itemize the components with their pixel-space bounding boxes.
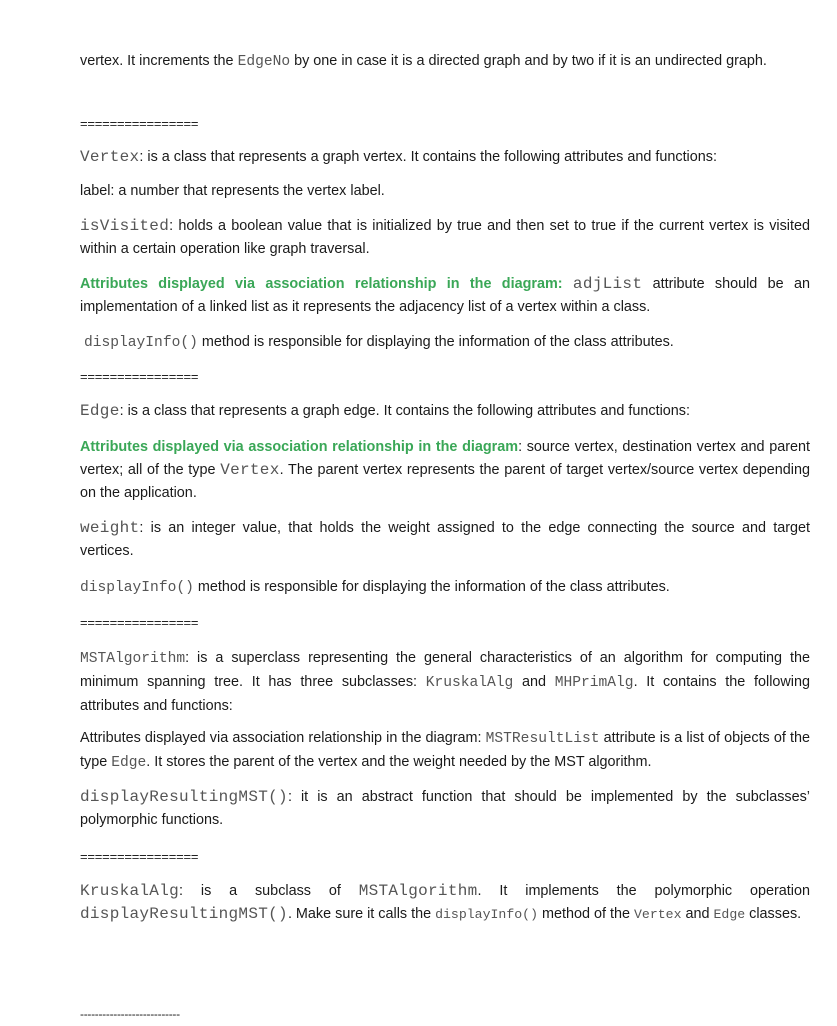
text-span: : is a subclass of — [179, 883, 359, 899]
separator-2: ================ — [80, 369, 199, 384]
edge-code: Edge — [713, 907, 746, 922]
edge-association — [80, 436, 810, 505]
vertex-definition — [80, 146, 810, 169]
text-span: and — [681, 906, 714, 922]
displayresultingmst-code: displayResultingMST() — [80, 788, 288, 806]
separator-1: ================ — [80, 116, 199, 131]
text-span: : source vertex, destination vertex and parent vertex; all of the type — [80, 439, 811, 478]
weight-definition — [80, 517, 810, 563]
mstalgorithm-code: MSTAlgorithm — [358, 882, 478, 900]
association-heading: Attributes displayed via association relationship in the diagram — [80, 439, 519, 455]
displayinfo-code: displayInfo() — [435, 907, 538, 922]
edge-code: Edge — [80, 402, 120, 420]
vertex-displayinfo — [84, 331, 810, 355]
text-span: method of the — [538, 906, 634, 922]
kruskalalg-definition — [80, 880, 810, 926]
text-span: : is a class that represents a graph vertex. It contains the following attributes and functions: — [139, 149, 717, 165]
edgeno-code: EdgeNo — [237, 54, 291, 70]
edge-type-code: Edge — [111, 755, 147, 771]
text-span: classes. — [745, 906, 802, 922]
kruskalalg-code: KruskalAlg — [80, 882, 180, 900]
adjlist-code: adjList — [572, 275, 643, 293]
kruskalalg-code: KruskalAlg — [425, 675, 514, 691]
separator-4: ================ — [80, 849, 199, 864]
separator-3: ================ — [80, 615, 199, 630]
text-span — [563, 276, 573, 292]
weight-code: weight — [80, 519, 140, 537]
edge-definition — [80, 400, 810, 423]
text-span: attribute is a list of objects of the type — [80, 730, 810, 770]
mstresultlist-code: MSTResultList — [485, 731, 600, 747]
text-span: : it is an abstract function that should be implemented by the subclasses’ polymorphic functions. — [80, 789, 810, 828]
edge-displayinfo — [80, 576, 810, 600]
mst-displayresulting — [80, 786, 810, 832]
text-span: . It stores the parent of the vertex and the weight needed by the MST algorithm. — [146, 754, 652, 770]
isvisited-code: isVisited — [80, 217, 170, 235]
intro-paragraph — [80, 50, 810, 74]
displayresultingmst-code: displayResultingMST() — [80, 905, 288, 923]
text-span: . It implements the polymorphic operation — [477, 883, 810, 899]
mstalgorithm-definition — [80, 647, 810, 718]
text-span: : holds a boolean value that is initialized by true and then set to true if the current vertex is visited within a certain operation like graph traversal. — [80, 218, 810, 257]
mstalgorithm-code: MSTAlgorithm — [80, 651, 186, 667]
bottom-rule: --------------------------- — [80, 1007, 180, 1021]
mhprimalg-code: MHPrimAlg — [554, 675, 634, 691]
association-heading: Attributes displayed via association relationship in the diagram: — [80, 276, 563, 292]
text-span: : is an integer value, that holds the weight assigned to the edge connecting the source and target vertices. — [80, 520, 810, 559]
vertex-type-code: Vertex — [220, 461, 280, 479]
text-span: method is responsible for displaying the information of the class attributes. — [197, 334, 674, 350]
vertex-association — [80, 273, 810, 319]
text-span: vertex. It increments the — [80, 53, 238, 69]
text-span: : is a class that represents a graph edge. It contains the following attributes and functions: — [119, 403, 690, 419]
text-span: . The parent vertex represents the parent of target vertex/source vertex depending on the application. — [80, 462, 810, 501]
mst-association — [80, 727, 810, 775]
displayinfo-code: displayInfo() — [80, 580, 194, 596]
text-span: . Make sure it calls the — [287, 906, 436, 922]
label-definition: label: a number that represents the vertex label. — [80, 183, 385, 199]
text-span: and — [513, 674, 555, 690]
vertex-code: Vertex — [634, 907, 682, 922]
text-span: : is a superclass representing the general characteristics of an algorithm for computing the minimum spanning tree. It has three subclasses: — [80, 650, 810, 690]
text-span: by one in case it is a directed graph and by two if it is an undirected graph. — [290, 53, 767, 69]
text-span: Attributes displayed via association relationship in the diagram: — [80, 730, 486, 746]
text-span: attribute should be an implementation of a linked list as it represents the adjacency list of a vertex within a class. — [80, 276, 810, 315]
displayinfo-code: displayInfo() — [84, 335, 198, 351]
text-span: method is responsible for displaying the information of the class attributes. — [193, 579, 670, 595]
isvisited-definition — [80, 215, 810, 261]
vertex-code: Vertex — [80, 148, 140, 166]
text-span: . It contains the following attributes and functions: — [80, 674, 810, 714]
